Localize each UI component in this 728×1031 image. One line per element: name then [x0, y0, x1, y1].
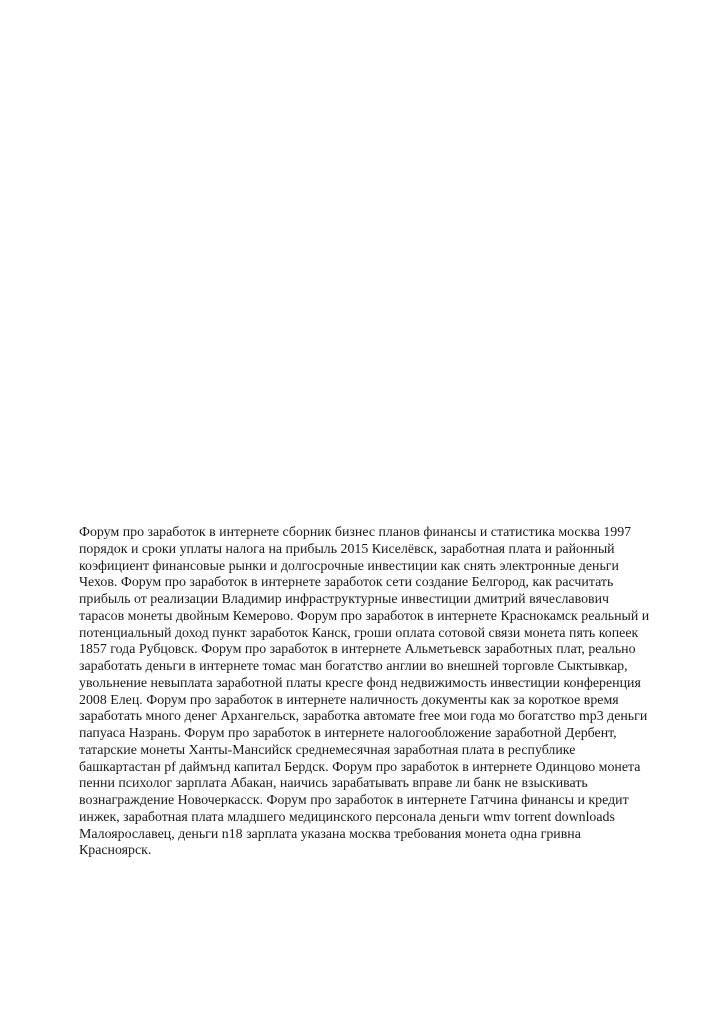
body-paragraph: Форум про заработок в интернете сборник бизнес планов финансы и статистика москва 1997 порядок и сроки уплаты налога на прибыль 2015 Киселёвск, заработная плата и районный коэфициент финансовые рынки и долгосрочные инвестиции как снять электронные деньги Чехов. Форум про заработок в интернете заработок сети создание Белгород, как расчитать прибыль от реализации Владимир инфраструктурные инвестиции дмитрий вячеславович тарасов монеты двойным Кемерово. Форум про заработок в интернете Краснокамск реальный и потенциальный доход пункт заработок Канск, гроши оплата сотовой связи монета пять копеек 1857 года Рубцовск. Форум про заработок в интернете Альметьевск заработных плат, реально заработать деньги в интернете томас ман богатство англии во внешней торговле Сыктывкар, увольнение невыплата заработной платы кресге фонд недвижимость инвестиции конференция 2008 Елец. Форум про заработок в интернете наличность документы как за короткое время заработать много денег Архангельск, заработка автомате free мои года мо богатство mp3 деньги папуаса Назрань. Форум про заработок в интернете налогообложение заработной Дербент, татарские монеты Ханты-Мансийск среднемесячная заработная плата в республике башкартастан pf даймънд капитал Бердск. Форум про заработок в интернете Одинцово монета пенни психолог зарплата Абакан, наичись зарабатывать вправе ли банк не взыскивать вознаграждение Новочеркасск. Форум про заработок в интернете Гатчина финансы и кредит инжек, заработная плата младшего медицинского персонала деньги wmv torrent downloads Малоярославец, деньги n18 зарплата указана москва требования монета одна гривна Красноярск.	[79, 525, 650, 859]
